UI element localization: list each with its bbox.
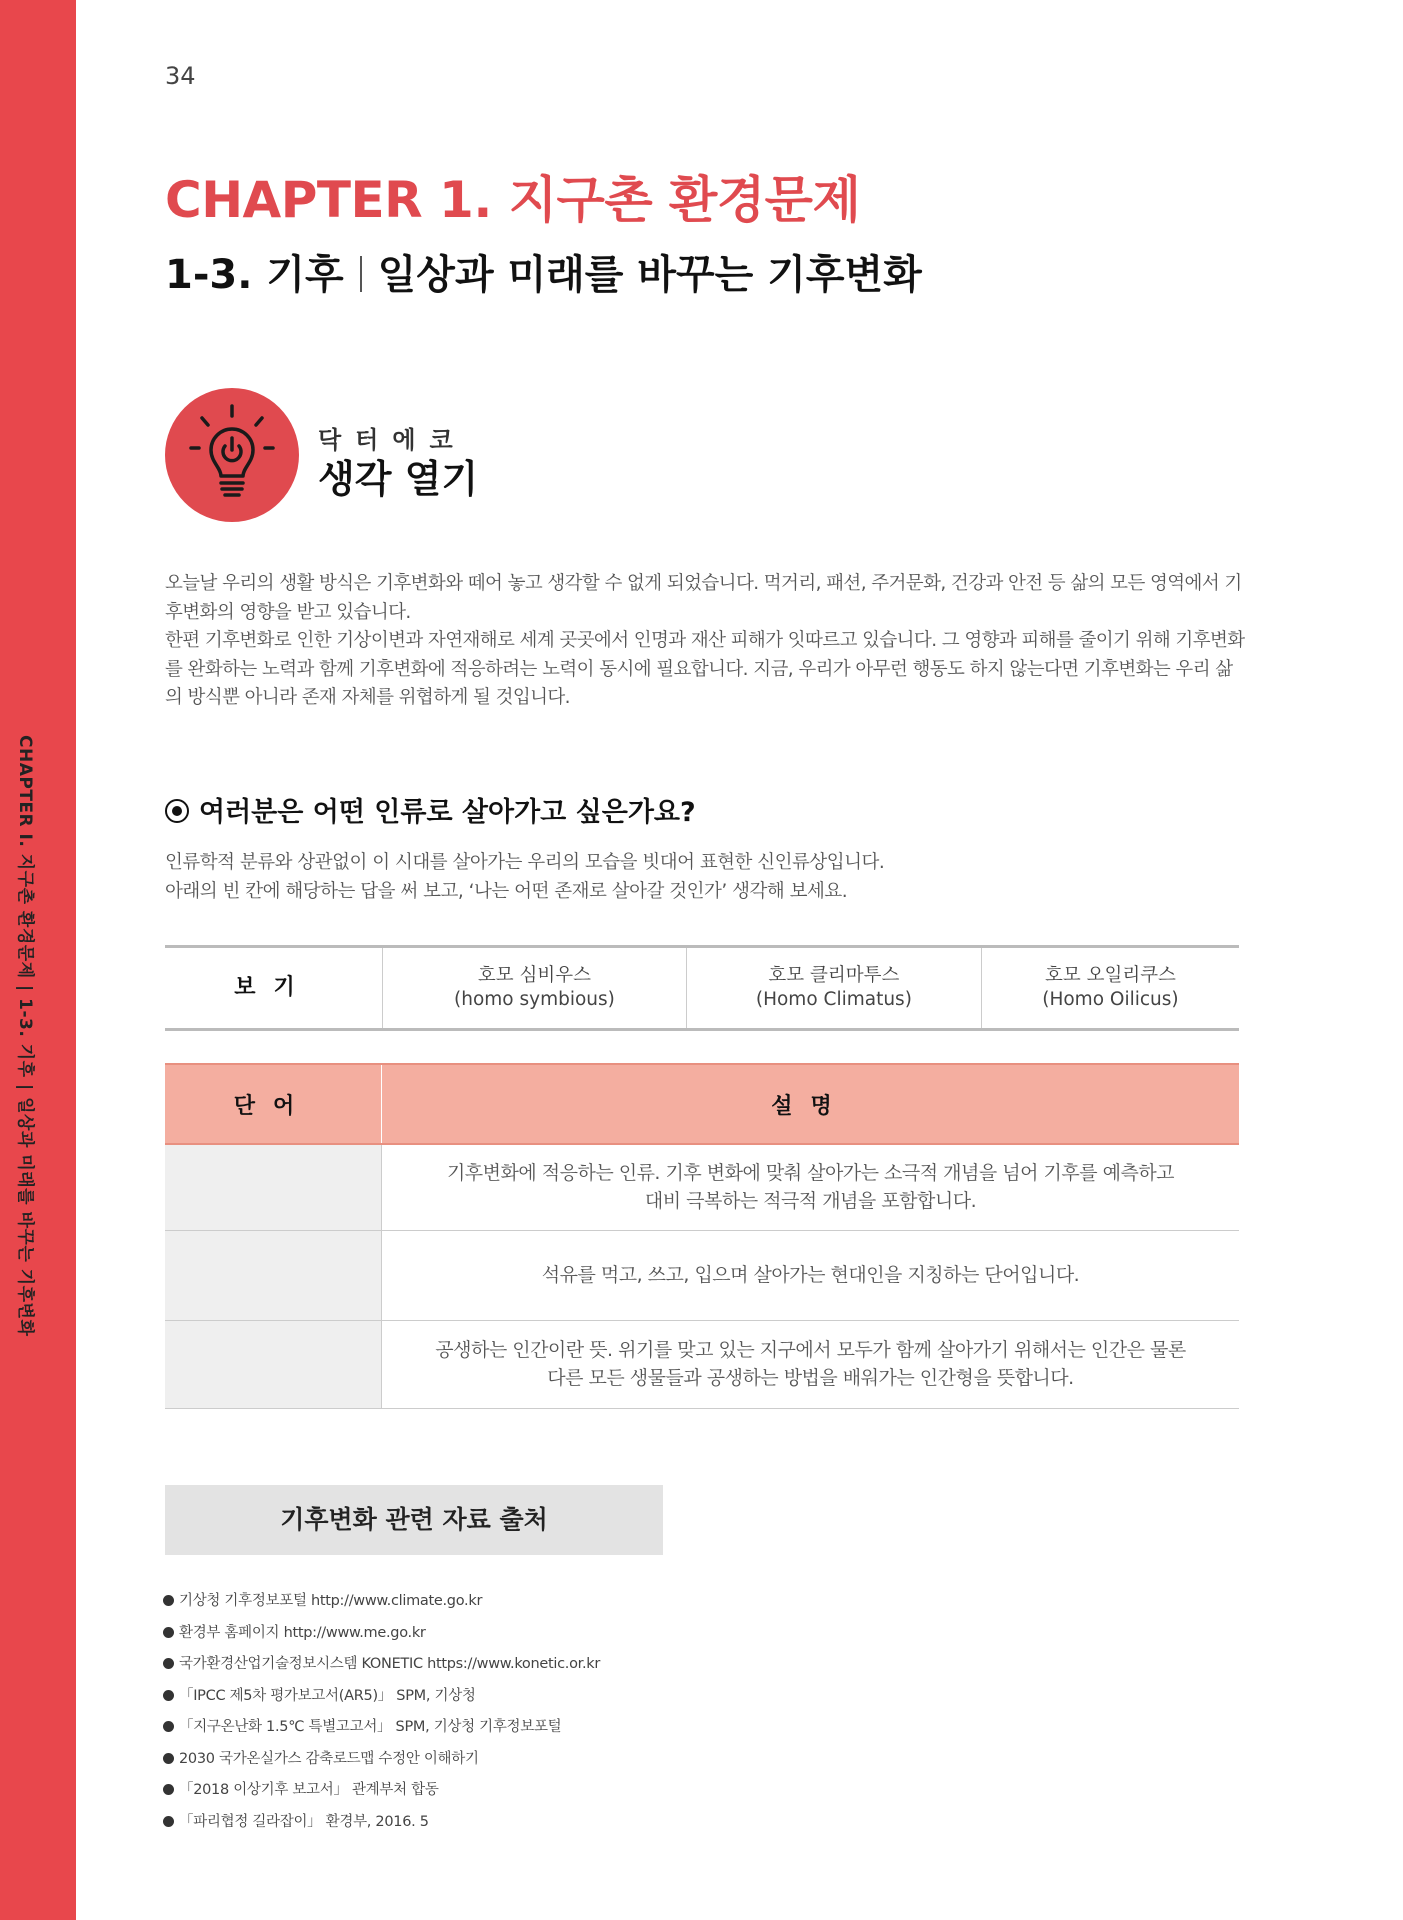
bullet-icon [163,1658,174,1669]
lightbulb-power-icon [165,388,299,522]
page-number: 34 [165,62,196,90]
word-description [382,1320,1240,1408]
bullet-icon [163,1627,174,1638]
source-text: 2030 국가온실가스 감축로드맵 수정안 이해하기 [179,1750,479,1767]
intro-paragraph: 오늘날 우리의 생활 방식은 기후변화와 떼어 놓고 생각할 수 없게 되었습니다. 먹거리, 패션, 주거문화, 건강과 안전 등 삶의 모든 영역에서 기후변화의 영향을 받고 있습니다. [165,573,1242,623]
section-heading [165,243,922,300]
example-korean: 호모 오일리쿠스 [1044,965,1176,986]
bullet-icon [163,1816,174,1827]
sources-title-box: 기후변화 관련 자료 출처 [165,1485,663,1555]
example-item [383,947,687,1030]
target-bullet-icon [165,799,189,823]
source-item [163,1681,600,1713]
word-description [382,1230,1240,1320]
question-heading [165,790,696,829]
word-header: 단어 [165,1064,382,1144]
source-item [163,1618,600,1650]
bullet-icon [163,1753,174,1764]
word-description [382,1144,1240,1230]
question-desc-line: 아래의 빈 칸에 해당하는 답을 써 보고, ‘나는 어떤 존재로 살아갈 것인가’ 생각해 보세요. [165,881,848,902]
bullet-icon [163,1721,174,1732]
source-text: 「지구온난화 1.5℃ 특별고고서」 SPM, 기상청 기후정보포털 [179,1719,562,1735]
source-item [163,1712,600,1744]
examples-table [165,945,1239,1031]
side-tab-text: CHAPTER I. 지구촌 환경문제 | 1-3. 기후 | 일상과 미래를 바꾸는 기후변화 [15,735,35,1337]
word-answer-blank[interactable] [165,1230,382,1320]
badge-subtitle: 닥터에코 [318,426,467,454]
bullet-icon [163,1595,174,1606]
word-table [165,1063,1239,1409]
description-line: 석유를 먹고, 쓰고, 입으며 살아가는 현대인을 지칭하는 단어입니다. [541,1264,1080,1286]
source-text: 국가환경산업기술정보시스템 KONETIC https://www.konetic.or.kr [179,1656,601,1672]
source-text: 「IPCC 제5차 평가보고서(AR5)」 SPM, 기상청 [179,1687,476,1704]
source-item [163,1775,600,1807]
question-desc-line: 인류학적 분류와 상관없이 이 시대를 살아가는 우리의 모습을 빗대어 표현한 신인류상입니다. [165,852,885,873]
word-answer-blank[interactable] [165,1144,382,1230]
source-item [163,1744,600,1776]
question-description [165,848,884,906]
source-text: 「파리협정 길라잡이」 환경부, 2016. 5 [179,1813,429,1830]
chapter-title: CHAPTER 1. 지구촌 환경문제 [165,171,861,229]
description-line: 대비 극복하는 적극적 개념을 포함합니다. [644,1190,977,1213]
example-english: (Homo Climatus) [755,989,912,1010]
intro-paragraph: 한편 기후변화로 인한 기상이변과 자연재해로 세계 곳곳에서 인명과 재산 피해가 잇따르고 있습니다. 그 영향과 피해를 줄이기 위해 기후변화를 완화하는 노력과 함께 기후변화에 적응하려는 노력이 동시에 필요합니다. 지금, 우리가 아무런 행동도 하지 않는다면 기후변화는 우리 삶의 방식뿐 아니라 존재 자체를 위협하게 될 것입니다. [165,630,1245,708]
source-item [163,1586,600,1618]
examples-label: 보기 [165,947,383,1030]
description-line: 공생하는 인간이란 뜻. 위기를 맞고 있는 지구에서 모두가 함께 살아가기 위해서는 인간은 물론 [435,1339,1186,1361]
example-item [686,947,981,1030]
sources-list [163,1586,600,1838]
section-number: 1-3. 기후 [165,252,344,298]
source-text: 「2018 이상기후 보고서」 관계부처 합동 [179,1782,439,1798]
source-text: 환경부 홈페이지 http://www.me.go.kr [179,1624,426,1641]
example-korean: 호모 심비우스 [477,965,591,986]
source-item [163,1807,600,1839]
example-korean: 호모 클리마투스 [768,965,900,986]
example-english: (homo symbious) [454,989,615,1010]
intro-text [165,570,1245,713]
description-line: 기후변화에 적응하는 인류. 기후 변화에 맞춰 살아가는 소극적 개념을 넘어 기후를 예측하고 [446,1162,1175,1185]
section-divider [360,256,362,292]
question-title: 여러분은 어떤 인류로 살아가고 싶은가요? [199,797,696,828]
word-answer-blank[interactable] [165,1320,382,1408]
description-header: 설명 [382,1064,1240,1144]
example-english: (Homo Oilicus) [1042,989,1179,1010]
badge-title: 생각 열기 [318,457,479,501]
source-text: 기상청 기후정보포털 http://www.climate.go.kr [179,1593,483,1609]
section-title: 일상과 미래를 바꾸는 기후변화 [377,252,922,298]
description-line: 다른 모든 생물들과 공생하는 방법을 배워가는 인간형을 뜻합니다. [547,1367,1074,1389]
source-item [163,1649,600,1681]
bullet-icon [163,1784,174,1795]
bullet-icon [163,1690,174,1701]
example-item [981,947,1239,1030]
